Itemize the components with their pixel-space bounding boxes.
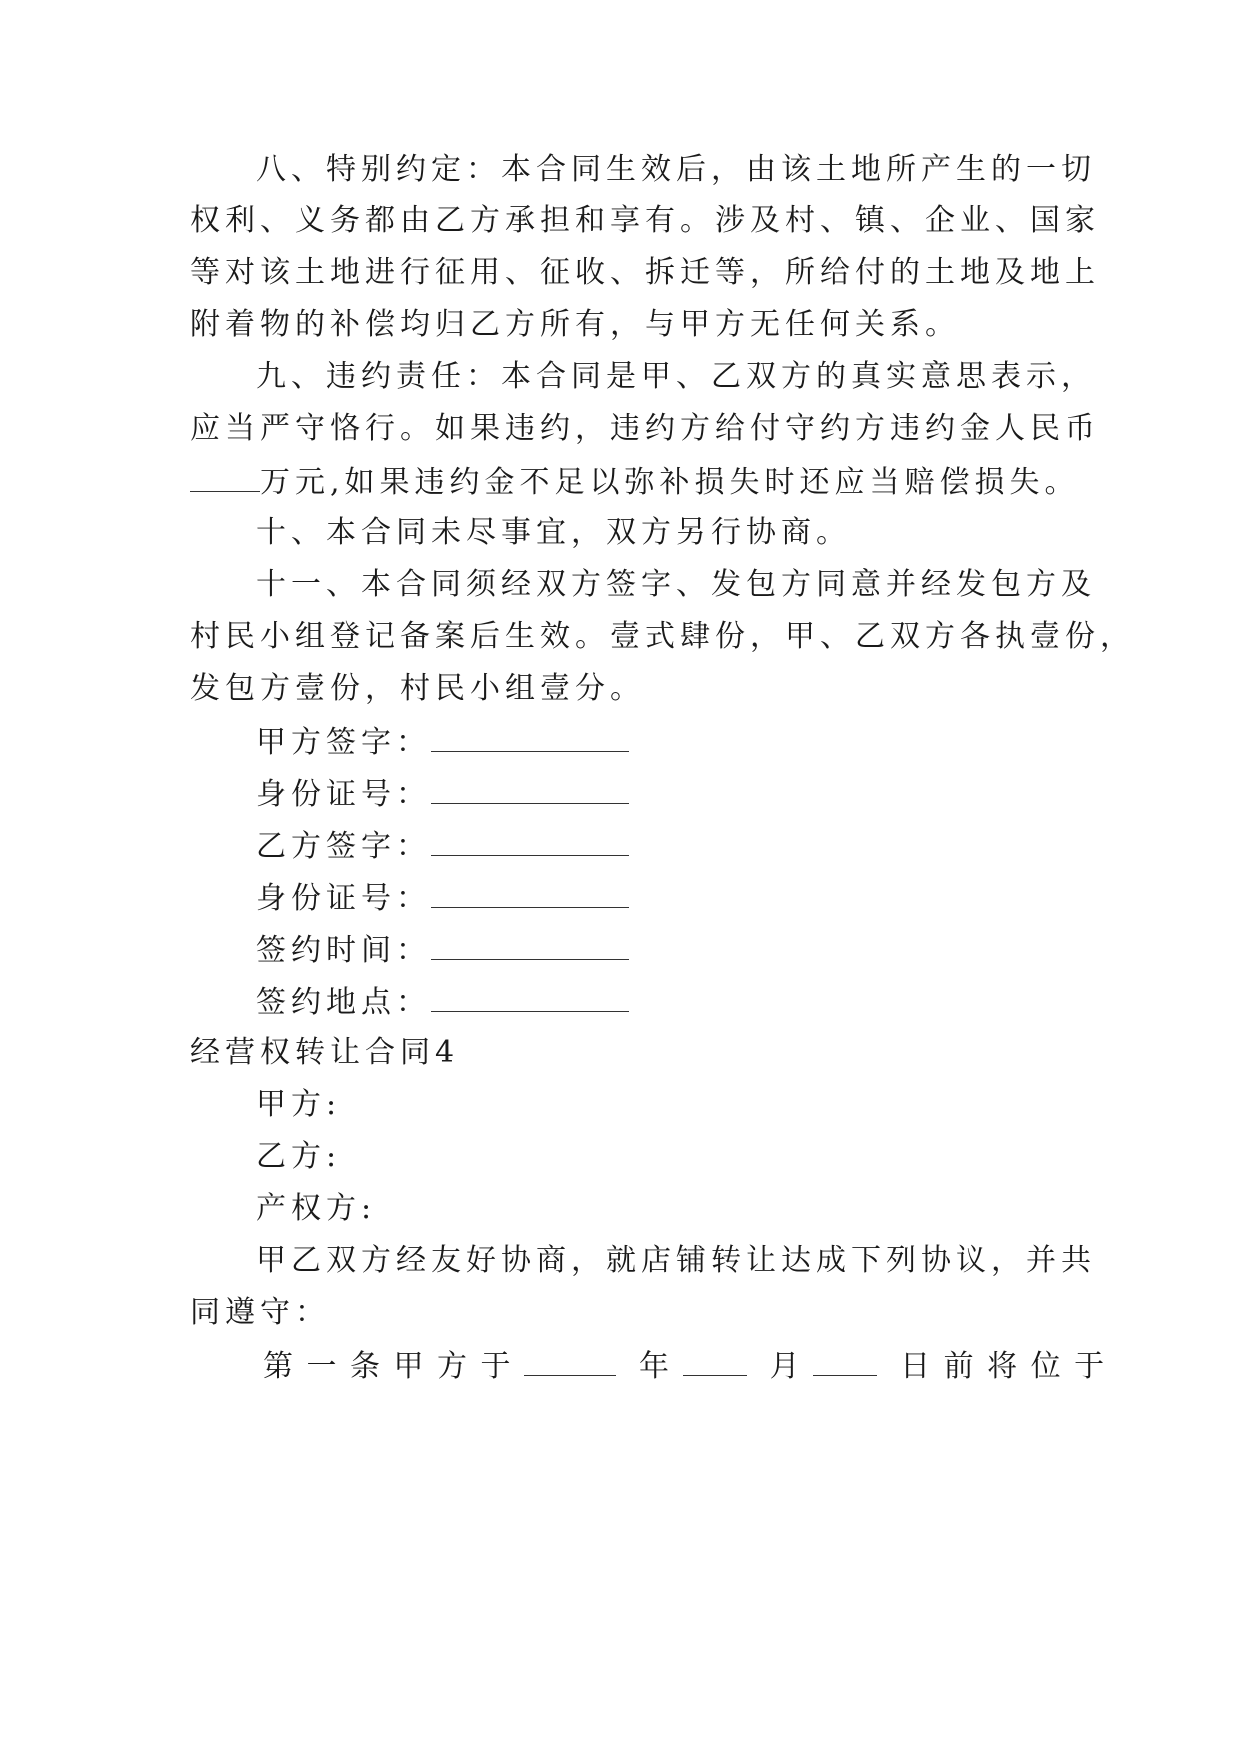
id-blank [431, 773, 629, 804]
contract-4-title: 经营权转让合同4 [190, 1035, 460, 1070]
clause-11-line-1: 十一、本合同须经双方签字、发包方同意并经发包方及 [256, 567, 1096, 602]
year-blank [524, 1345, 616, 1376]
month-label: 月 [769, 1349, 814, 1384]
place-blank [431, 981, 629, 1012]
party-a-id-field [256, 773, 629, 813]
party-a-signature-field [256, 721, 629, 761]
field-label: 签约时间： [256, 933, 431, 968]
clause-8-line-4: 附着物的补偿均归乙方所有，与甲方无任何关系。 [190, 307, 960, 342]
day-blank [813, 1345, 877, 1376]
clause-11-line-2: 村民小组登记备案后生效。壹式肆份，甲、乙双方各执壹份， [190, 619, 1135, 654]
party-b-id-field [256, 877, 629, 917]
year-label: 年 [639, 1349, 683, 1384]
intro-line-1: 甲乙双方经友好协商，就店铺转让达成下列协议，并共 [256, 1243, 1096, 1278]
signing-date-field [256, 929, 629, 969]
month-blank [683, 1345, 747, 1376]
field-label: 签约地点： [256, 985, 431, 1020]
signature-blank [431, 825, 629, 856]
clause-9-line-2: 应当严守恪行。如果违约，违约方给付守约方违约金人民币 [190, 411, 1100, 446]
field-label: 身份证号： [256, 777, 431, 812]
clause-9-line-1: 九、违约责任：本合同是甲、乙双方的真实意思表示， [256, 359, 1096, 394]
article-1-line [263, 1345, 1118, 1385]
clause-9-line-3 [190, 461, 1080, 501]
property-owner-label: 产权方: [256, 1191, 377, 1226]
date-blank [431, 929, 629, 960]
field-label: 身份证号： [256, 881, 431, 916]
signing-place-field [256, 981, 629, 1021]
clause-10: 十、本合同未尽事宜，双方另行协商。 [256, 515, 851, 550]
clause-11-line-3: 发包方壹份，村民小组壹分。 [190, 671, 645, 706]
clause-8-line-3: 等对该土地进行征用、征收、拆迁等，所给付的土地及地上 [190, 255, 1100, 290]
id-blank [431, 877, 629, 908]
intro-line-2: 同遵守： [190, 1295, 330, 1330]
field-label: 甲方签字： [256, 725, 431, 760]
article-1-suffix: 日前将位于 [900, 1349, 1118, 1384]
clause-9-line-3-text: 万元,如果违约金不足以弥补损失时还应当赔偿损失。 [260, 465, 1080, 500]
clause-8-line-2: 权利、义务都由乙方承担和享有。涉及村、镇、企业、国家 [190, 203, 1100, 238]
amount-blank [190, 461, 260, 492]
signature-blank [431, 721, 629, 752]
clause-8-line-1: 八、特别约定：本合同生效后，由该土地所产生的一切 [256, 152, 1096, 187]
party-b-signature-field [256, 825, 629, 865]
party-a-label: 甲方: [256, 1087, 342, 1122]
field-label: 乙方签字： [256, 829, 431, 864]
article-1-prefix: 第一条甲方于 [263, 1349, 524, 1384]
party-b-label: 乙方: [256, 1139, 342, 1174]
